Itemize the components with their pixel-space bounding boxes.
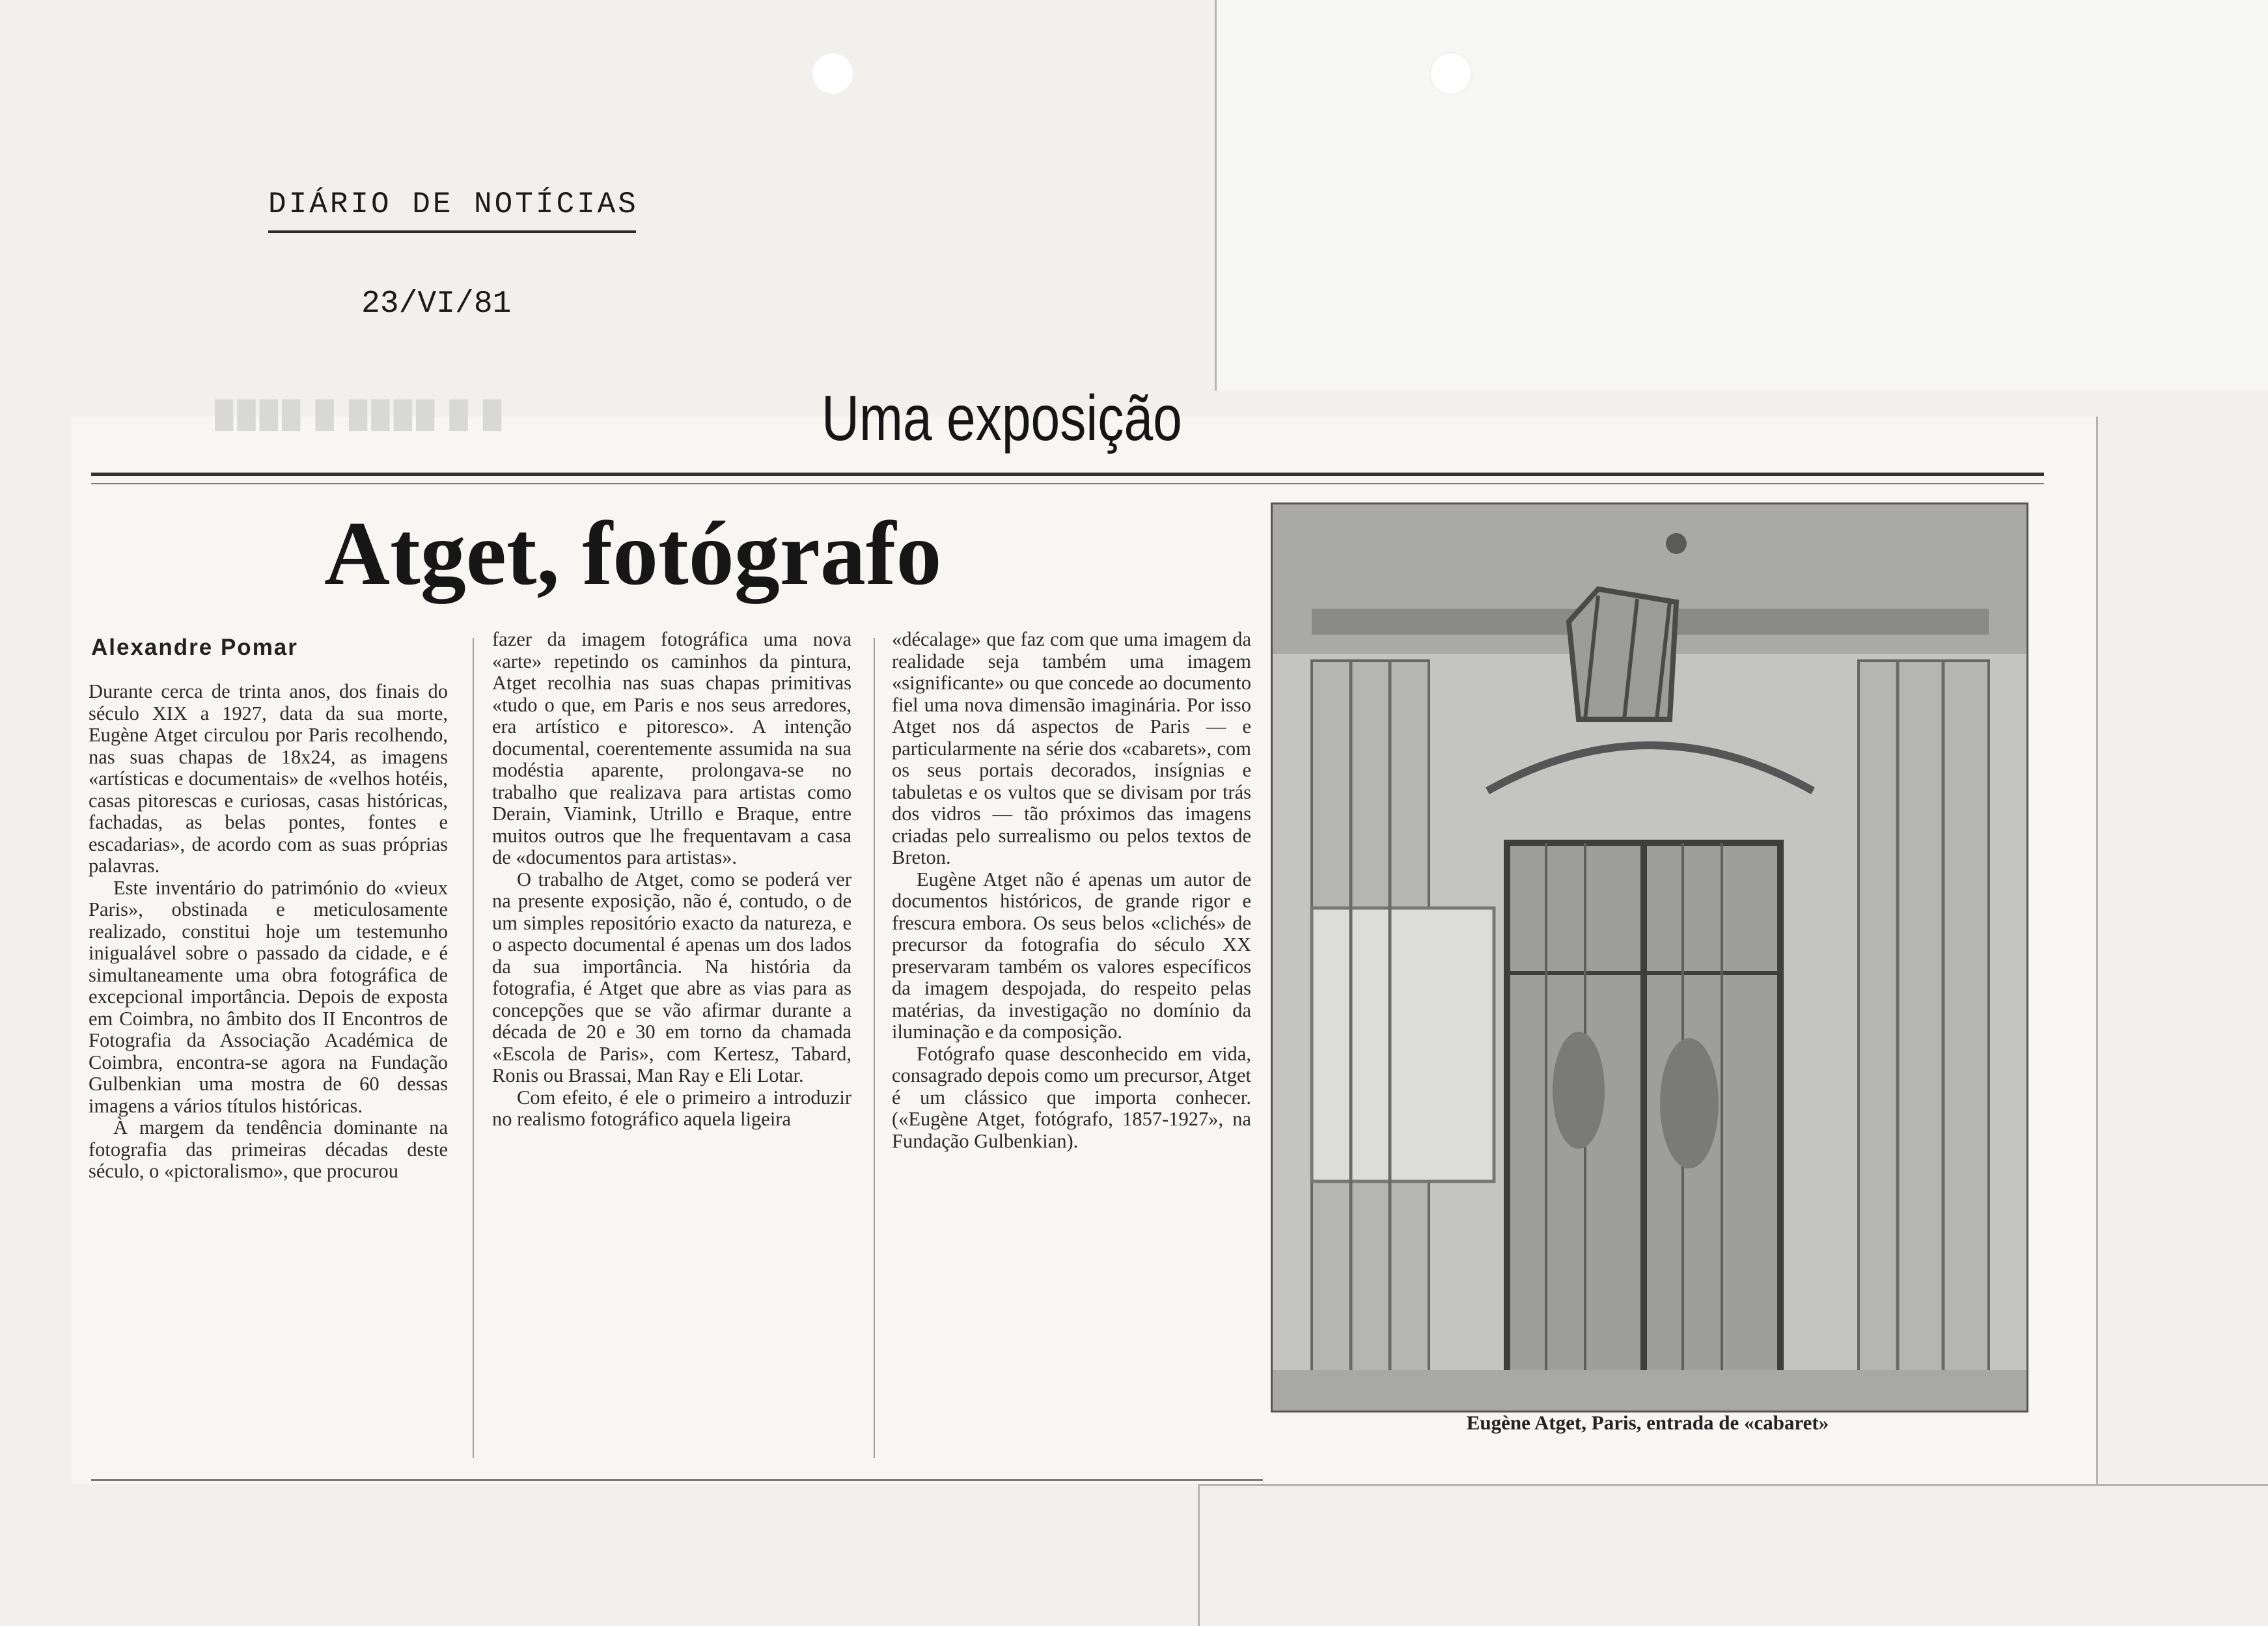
article-byline: Alexandre Pomar <box>91 635 298 660</box>
article-column-3 <box>892 629 1251 1152</box>
punch-hole-left <box>811 52 854 95</box>
newspaper-masthead: DIÁRIO DE NOTÍCIAS <box>268 187 636 233</box>
paragraph: «décalage» que faz com que uma imagem da realidade seja também uma imagem «significante» ou que concede ao documento fiel uma nova dimensão imaginária. Por isso Atget nos dá aspectos de Paris — e particularmente na série dos «cabarets», com os seus portais decorados, insígnias e tabuletas e os vultos que se divisam por trás dos vidros — tão próximos das imagens criadas pelo surrealismo ou pelos textos de Breton. <box>892 628 1251 868</box>
photo-caption: Eugène Atget, Paris, entrada de «cabaret» <box>1466 1411 1829 1434</box>
article-bottom-rule <box>91 1479 1263 1481</box>
cabaret-entrance-photo <box>1271 503 2028 1412</box>
paragraph: Com efeito, é ele o primeiro a introduzir no realismo fotográfico aquela ligeira <box>492 1086 851 1130</box>
paragraph: Fotógrafo quase desconhecido em vida, consagrado depois como um precursor, Atget é um clássico que importa conhecer. («Eugène Atget, fotógrafo, 1857-1927», na Fundação Gulbenkian). <box>892 1042 1251 1152</box>
article-column-1 <box>89 681 448 1183</box>
paragraph: fazer da imagem fotográfica uma nova «arte» repetindo os caminhos da pintura, Atget recolhia nas suas chapas primitivas «tudo o que, em Paris e nos seus arredores, era artístico e pitoresco». A intenção documental, coerentemente assumida na sua modéstia aparente, prolongava-se no trabalho que realizava para artistas como Derain, Viamink, Utrillo e Braque, entre muitos outros que lhe frequentavam a casa de «documentos para artistas». <box>492 628 851 868</box>
punch-hole-right <box>1430 52 1473 95</box>
paragraph: O trabalho de Atget, como se poderá ver na presente exposição, não é, contudo, o de um simples repositório exacto da natureza, e o aspecto documental é apenas um dos lados da sua importância. Na história da fotografia, é Atget que abre as vias para as concepções que se vão afirmar durante a década de 20 e 30 em torno da chamada «Escola de Paris», com Kertesz, Tabard, Ronis ou Brassai, Man Ray e Eli Lotar. <box>492 868 851 1086</box>
sheet-edge-line <box>1198 1484 1200 1626</box>
paragraph: Durante cerca de trinta anos, dos finais do século XIX a 1927, data da sua morte, Eugène Atget circulou por Paris recolhendo, nas suas chapas de 18x24, as imagens «artísticas e documentais» de «velhos hotéis, casas pitorescas e curiosas, casas históricas, fachadas, as belas pontes, fontes e escadarias», de acordo com as suas próprias palavras. <box>89 680 448 877</box>
paragraph: À margem da tendência dominante na fotografia das primeiras décadas deste século, o «pictoralismo», que procurou <box>89 1116 448 1182</box>
sheet-edge-line <box>1215 0 1217 391</box>
paragraph: Este inventário do património do «vieux Paris», obstinada e meticulosamente realizado, constitui hoje um testemunho inigualável sobre o passado da cidade, e é simultaneamente uma obra fotográfica de excepcional importância. Depois de exposta em Coimbra, no âmbito dos II Encontros de Fotografia da Associação Académica de Coimbra, encontra-se agora na Fundação Gulbenkian uma mostra de 60 dessas imagens a vários títulos históricas. <box>89 876 448 1117</box>
section-rule <box>91 473 2044 476</box>
handwritten-date: 23/VI/81 <box>361 286 512 322</box>
backing-sheet-right <box>1216 0 2268 391</box>
paragraph: Eugène Atget não é apenas um autor de documentos históricos, de grande rigor e frescura embora. Os seus belos «clichés» de precursor da fotografia do século XX preservaram também os valores específicos da imagem despojada, do respeito pelas matérias, da investigação no domínio da iluminação e da composição. <box>892 868 1251 1043</box>
photo-illustration <box>1273 504 2026 1411</box>
show-through-text: ████ █ ████ █ █ <box>215 400 506 429</box>
section-rule-thin <box>91 483 2044 484</box>
article-headline: Atget, fotógrafo <box>324 503 942 604</box>
article-kicker: Uma exposição <box>822 382 1182 454</box>
column-divider <box>874 638 875 1458</box>
sheet-edge-line <box>2096 417 2098 1484</box>
column-divider <box>473 638 474 1458</box>
sheet-edge-line <box>1198 1484 2268 1486</box>
article-column-2 <box>492 629 851 1131</box>
